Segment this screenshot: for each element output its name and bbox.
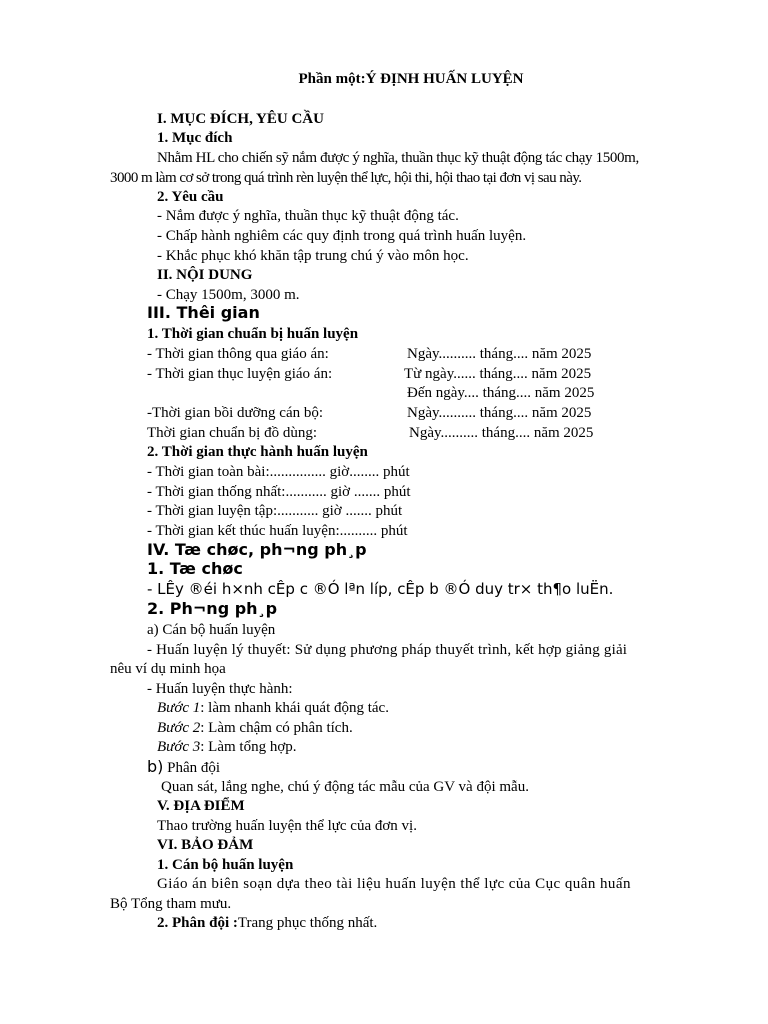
practice-row: - Thời gian kết thúc huấn luyện:.......... phút (147, 523, 408, 539)
step-item (157, 718, 353, 738)
purpose-line-1: Nhằm HL cho chiến sỹ nắm được ý nghĩa, thuần thục kỹ thuật động tác chạy 1500m, (157, 150, 639, 166)
prep-row-value: Đến ngày.... tháng.... năm 2025 (407, 385, 595, 401)
section-2-heading: II. NỘI DUNG (157, 267, 253, 283)
step-text: : Làm chậm có phân tích. (200, 720, 353, 736)
assurance-line-2: Bộ Tổng tham mưu. (110, 896, 232, 912)
theory-line-2: nêu ví dụ minh họa (110, 661, 226, 677)
step-label: Bước 3 (157, 739, 201, 755)
requirement-item: - Nắm được ý nghĩa, thuần thục kỹ thuật động tác. (157, 208, 459, 224)
unit-label (147, 757, 220, 778)
trainer-assurance-subheading: 1. Cán bộ huấn luyện (157, 857, 294, 873)
unit-label-text: Phân đội (163, 760, 221, 776)
practice-row: - Thời gian luyện tập:........... giờ ....... phút (147, 503, 403, 519)
prep-row-label: -Thời gian bồi dưỡng cán bộ: (147, 405, 324, 421)
method-subheading: 2. Ph¬ng ph¸p (147, 599, 278, 618)
organization-subheading: 1. Tæ chøc (147, 559, 243, 578)
unit-assurance-text: Trang phục thống nhất. (237, 915, 378, 931)
unit-assurance-label: 2. Phân đội : (157, 915, 238, 931)
step-text: : làm nhanh khái quát động tác. (200, 700, 389, 716)
section-5-heading: V. ĐỊA ĐIỂM (157, 798, 245, 814)
step-label: Bước 2 (157, 720, 201, 736)
page-title: Phần một:Ý ĐỊNH HUẤN LUYỆN (298, 71, 524, 87)
step-item (157, 737, 297, 757)
prep-row-label: Thời gian chuẩn bị đồ dùng: (147, 425, 317, 441)
unit-label-prefix: b) (147, 757, 164, 776)
prep-row-value: Ngày.......... tháng.... năm 2025 (407, 346, 592, 362)
organization-text: - LÊy ®éi h×nh cÊp c ®Ó lªn líp, cÊp b ®Ó duy tr× th¶o luËn. (147, 580, 614, 598)
prep-row-value: Ngày.......... tháng.... năm 2025 (409, 425, 594, 441)
section-6-heading: VI. BẢO ĐẢM (157, 837, 254, 853)
purpose-subheading: 1. Mục đích (157, 130, 233, 146)
prep-time-subheading: 1. Thời gian chuẩn bị huấn luyện (147, 326, 359, 342)
section-3-heading: III. Thêi gian (147, 303, 260, 322)
practice-time-subheading: 2. Thời gian thực hành huấn luyện (147, 444, 368, 460)
unit-detail: Quan sát, lắng nghe, chú ý động tác mẫu của GV và đội mẫu. (161, 779, 529, 795)
step-label: Bước 1 (157, 700, 201, 716)
prep-row-label: - Thời gian thục luyện giáo án: (147, 366, 333, 382)
theory-line-1: - Huấn luyện lý thuyết: Sử dụng phương pháp thuyết trình, kết hợp giảng giải (147, 642, 628, 658)
section-1-heading: I. MỤC ĐÍCH, YÊU CẦU (157, 111, 324, 127)
requirement-item: - Khắc phục khó khăn tập trung chú ý vào môn học. (157, 248, 469, 264)
step-text: : Làm tổng hợp. (200, 739, 297, 755)
unit-assurance (157, 913, 377, 933)
requirement-subheading: 2. Yêu cầu (157, 189, 224, 205)
prep-row-value: Từ ngày...... tháng.... năm 2025 (404, 366, 592, 382)
requirement-item: - Chấp hành nghiêm các quy định trong quá trình huấn luyện. (157, 228, 527, 244)
assurance-line-1: Giáo án biên soạn dựa theo tài liệu huấn luyện thể lực của Cục quân huấn (157, 876, 631, 892)
step-item (157, 698, 389, 718)
location-text: Thao trường huấn luyện thể lực của đơn vị. (157, 818, 417, 834)
prep-row-value: Ngày.......... tháng.... năm 2025 (407, 405, 592, 421)
practice-row: - Thời gian thống nhất:........... giờ ....... phút (147, 484, 411, 500)
practice-row: - Thời gian toàn bài:............... giờ........ phút (147, 464, 410, 480)
prep-row-label: - Thời gian thông qua giáo án: (147, 346, 329, 362)
trainer-label: a) Cán bộ huấn luyện (147, 622, 276, 638)
content-item: - Chạy 1500m, 3000 m. (157, 287, 300, 303)
purpose-line-2: 3000 m làm cơ sở trong quá trình rèn luyện thể lực, hội thi, hội thao tại đơn vị sau này. (110, 170, 582, 186)
section-4-heading: IV. Tæ chøc, ph¬ng ph¸p (147, 540, 367, 559)
practice-label: - Huấn luyện thực hành: (147, 681, 293, 697)
